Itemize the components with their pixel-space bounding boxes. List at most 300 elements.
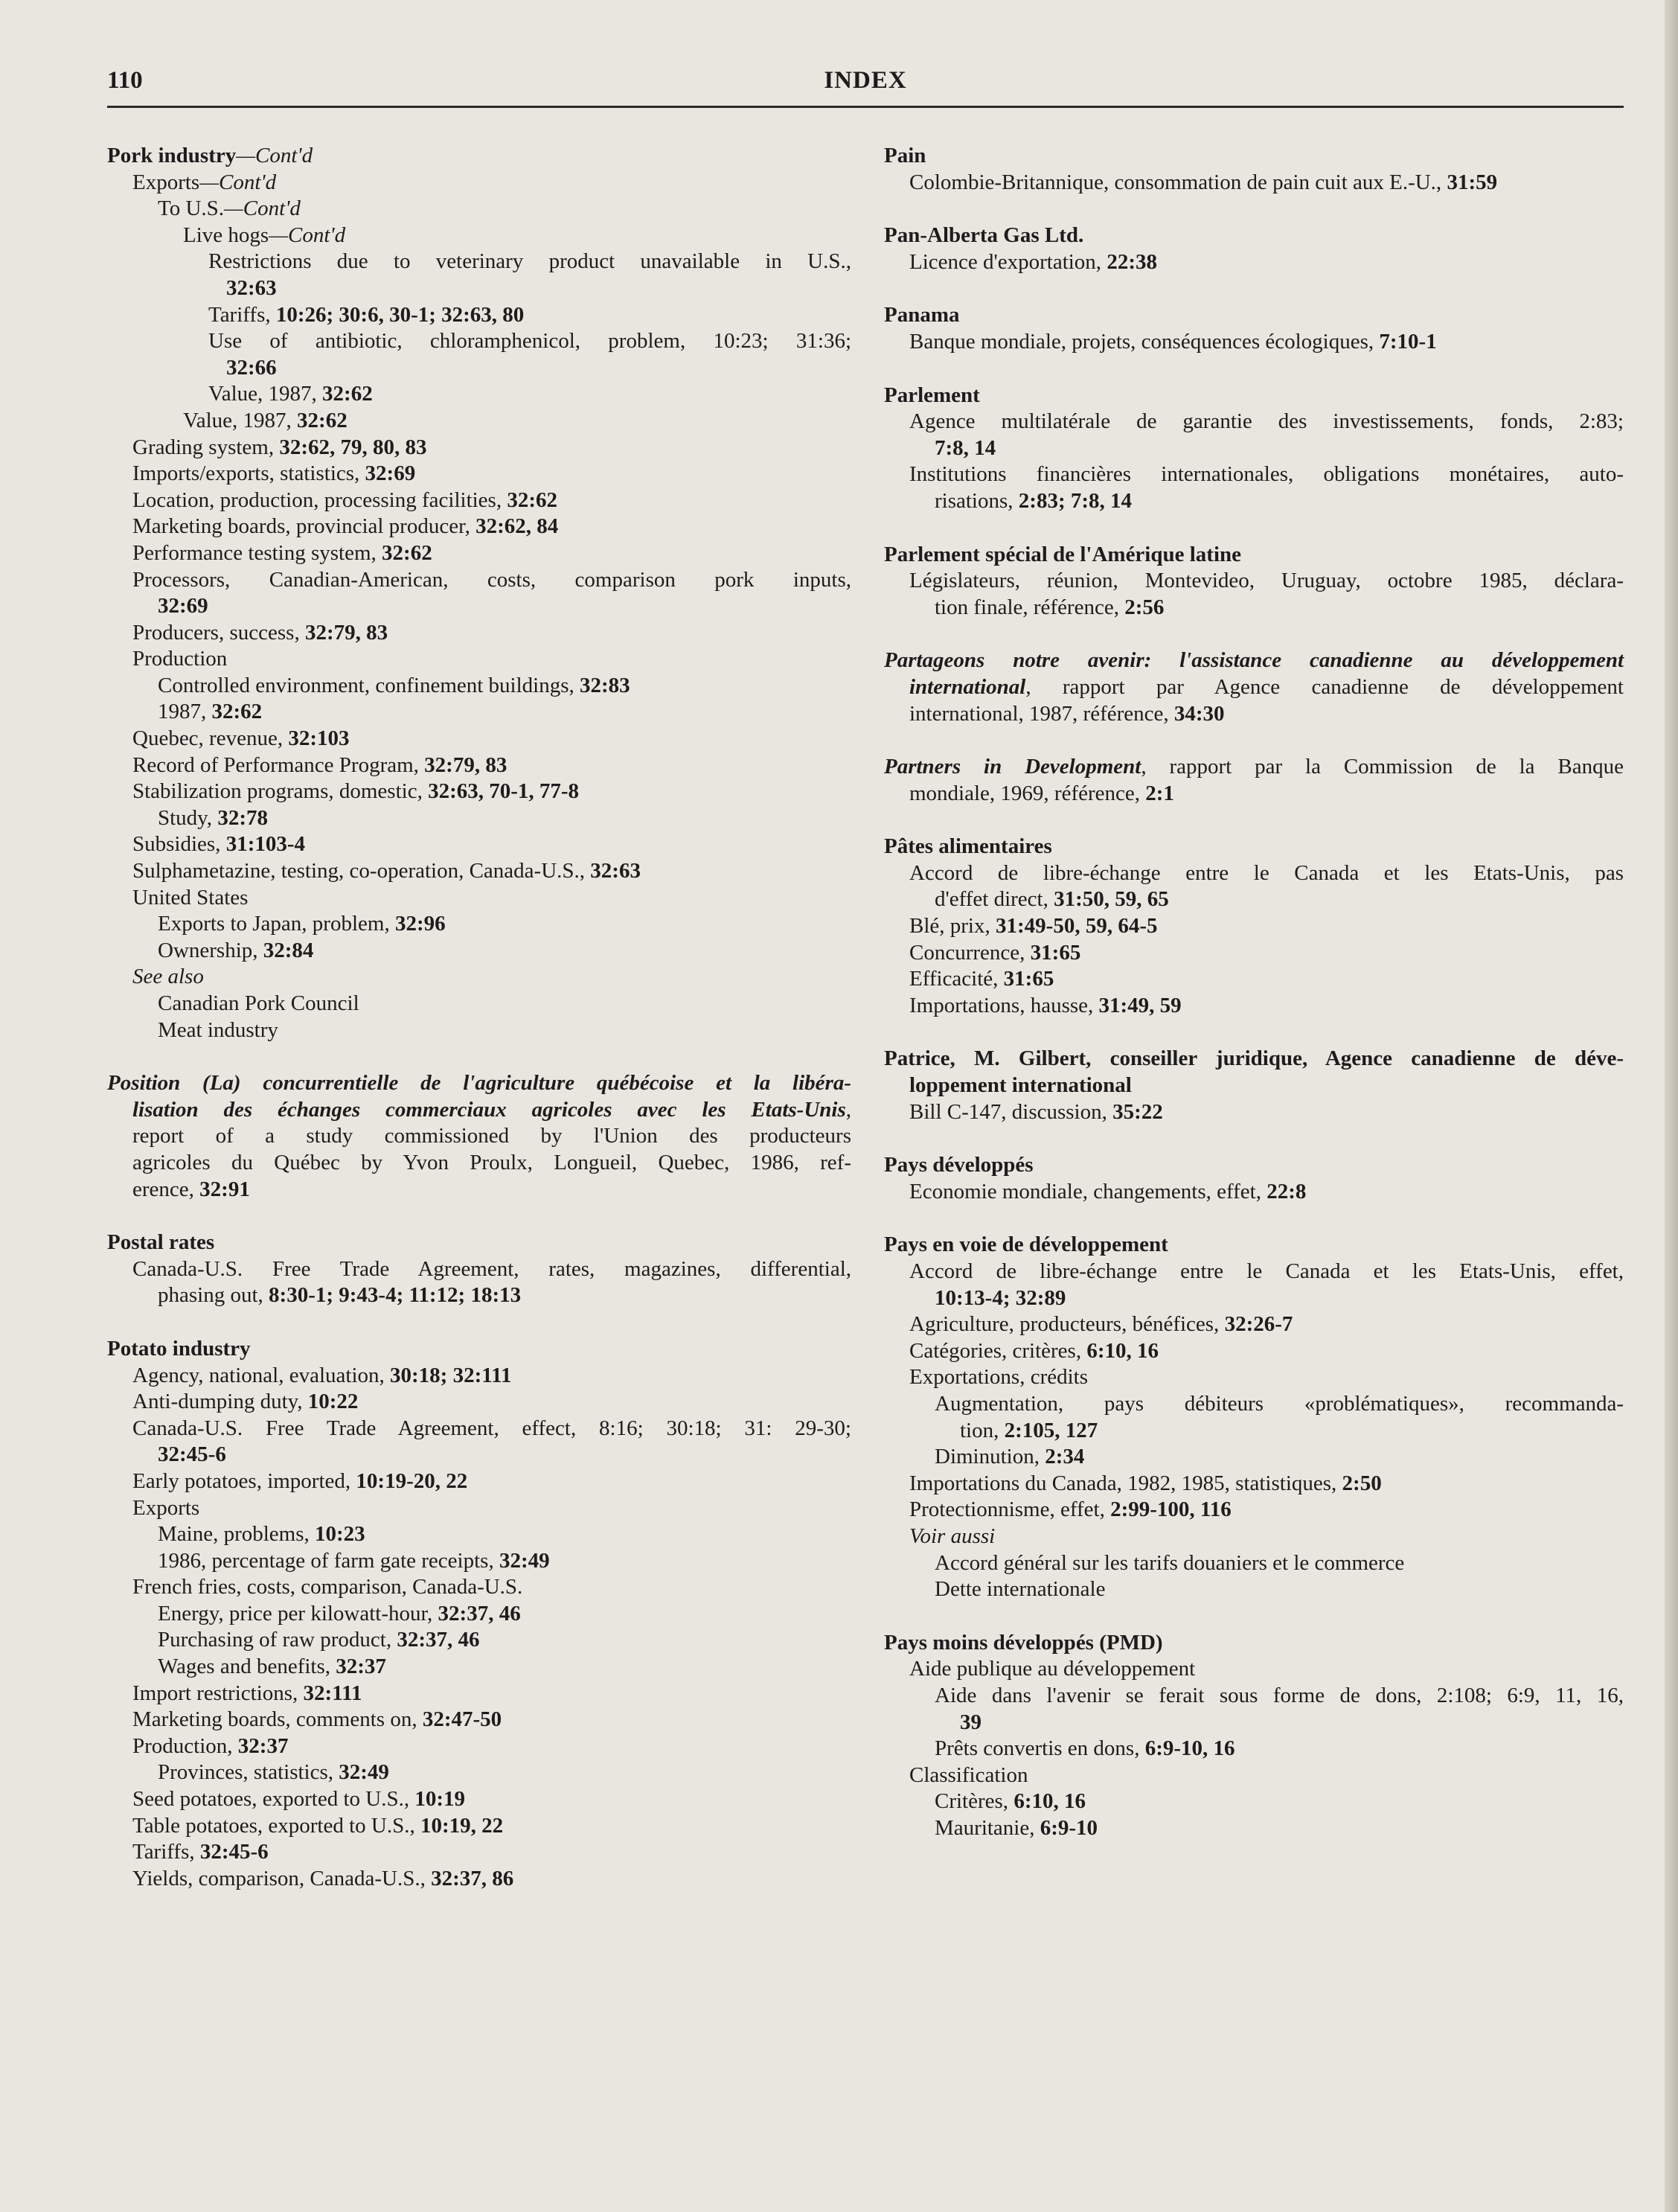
entry-spacer (884, 1019, 1624, 1046)
index-entry-line (107, 911, 851, 938)
entry-text: Classification (909, 1762, 1028, 1787)
index-entry-line (107, 1786, 851, 1813)
index-entry-line (884, 409, 1624, 435)
header-rule (107, 106, 1624, 108)
entry-text: Agence multilatérale de garantie des investissements, fonds, 2:83; (909, 409, 1624, 434)
index-heading (884, 302, 1624, 329)
page-reference: 32:62 (297, 408, 348, 432)
index-heading (884, 383, 1624, 409)
index-entry-line (884, 1179, 1624, 1206)
page-reference: 22:38 (1107, 249, 1157, 274)
entry-text: Agency, national, evaluation, (132, 1363, 391, 1387)
entry-text: French fries, costs, comparison, Canada-U.S. (132, 1575, 523, 1599)
index-entry-line (107, 991, 851, 1017)
page-reference: 32:49 (339, 1760, 389, 1785)
entry-text: Importations du Canada, 1982, 1985, statistiques, (909, 1471, 1342, 1495)
index-entry-line (884, 1497, 1624, 1524)
index-entry-line (884, 329, 1624, 356)
entry-spacer (884, 807, 1624, 834)
page-reference: 2:56 (1124, 595, 1165, 619)
index-entry-line (107, 831, 851, 858)
entry-text: Record of Performance Program, (132, 752, 425, 777)
entry-text: Meat industry (158, 1017, 278, 1042)
entry-text: tion, (960, 1418, 1005, 1442)
entry-text: Canada-U.S. Free Trade Agreement, effect, 8:16; 30:18; 31: 29-30; (132, 1416, 851, 1440)
index-entry-line (884, 461, 1624, 488)
entry-text: Canadian Pork Council (158, 991, 359, 1015)
index-entry-line (884, 488, 1624, 515)
italic-text: —Cont'd (269, 223, 346, 247)
index-entry-line (884, 170, 1624, 196)
entry-text: Quebec, revenue, (132, 726, 289, 751)
entry-text: Mauritanie, (935, 1815, 1040, 1840)
page-reference: 6:9-10 (1040, 1815, 1098, 1840)
index-entry-line (107, 408, 851, 435)
entry-text: Exports to Japan, problem, (158, 912, 395, 936)
right-column (884, 143, 1624, 1841)
index-entry-line (884, 1418, 1624, 1445)
page-reference: 31:103-4 (225, 832, 306, 857)
index-entry-line (107, 328, 851, 355)
entry-text: Efficacité, (909, 967, 1004, 991)
page-reference: 32:37 (237, 1733, 289, 1758)
page-reference: 32:91 (199, 1177, 250, 1201)
page-reference: 2:99-100, 116 (1110, 1497, 1232, 1522)
entry-text: Aide publique au développement (909, 1657, 1196, 1681)
entry-text: Economie mondiale, changements, effet, (909, 1179, 1267, 1204)
italic-text: See also (132, 965, 204, 989)
title-text: Partageons notre avenir: l'assistance canadienne au développement (884, 648, 1624, 673)
index-entry-line (884, 1364, 1624, 1391)
index-entry-line (107, 540, 851, 567)
entry-text: Maine, problems, (158, 1522, 316, 1547)
page-reference: 32:62 (382, 540, 432, 565)
entry-spacer (107, 1043, 851, 1070)
entry-text: Anti-dumping duty, (132, 1390, 308, 1414)
index-entry-line (107, 673, 851, 700)
page-reference: 31:50, 59, 65 (1054, 887, 1169, 912)
heading-text: Pan-Alberta Gas Ltd. (884, 223, 1084, 248)
index-entry-line (107, 249, 851, 275)
entry-text: Live hogs (183, 223, 269, 247)
page-reference: 6:9-10, 16 (1144, 1736, 1235, 1761)
entry-text: Producers, success, (132, 620, 305, 645)
index-heading (884, 1046, 1624, 1073)
index-entry-line (884, 674, 1624, 701)
entry-text: Exports (132, 1495, 200, 1520)
index-entry-line (884, 1710, 1624, 1736)
index-entry-line (107, 938, 851, 965)
entry-text: Value, 1987, (208, 382, 323, 406)
index-entry-line (107, 646, 851, 673)
index-entry-line (884, 568, 1624, 595)
entry-text: Tariffs, (132, 1840, 200, 1864)
index-heading (884, 143, 1624, 170)
heading-text: Pays en voie de développement (884, 1233, 1168, 1257)
heading-text: Panama (884, 303, 960, 327)
entry-text: Exportations, crédits (909, 1365, 1089, 1390)
entry-text: Catégories, critères, (909, 1338, 1087, 1363)
entry-text: Marketing boards, comments on, (132, 1707, 423, 1732)
entry-text: Energy, price per kilowatt-hour, (158, 1601, 438, 1626)
page-reference: 32:37, 46 (438, 1601, 521, 1626)
italic-text: —Cont'd (199, 170, 277, 194)
heading-text: Pays moins développés (PMD) (884, 1630, 1163, 1655)
page-reference: 32:45-6 (199, 1840, 269, 1864)
index-entry-line (884, 1576, 1624, 1603)
index-entry-line (107, 779, 851, 805)
index-entry-line (884, 1656, 1624, 1683)
entry-text: Blé, prix, (909, 914, 996, 939)
page-reference: 2:105, 127 (1004, 1418, 1098, 1442)
page-reference: 32:62 (322, 382, 373, 406)
index-heading (107, 1230, 851, 1256)
index-heading (884, 1630, 1624, 1657)
index-entry-line (884, 1550, 1624, 1577)
index-entry-line (107, 858, 851, 885)
entry-text: Colombie-Britannique, consommation de pain cuit aux E.-U., (909, 170, 1447, 194)
page-header (107, 61, 1624, 100)
entry-text: Sulphametazine, testing, co-operation, Canada-U.S., (132, 859, 591, 883)
index-entry-line (884, 1815, 1624, 1842)
page-reference: 32:26-7 (1224, 1312, 1293, 1337)
page-reference: 10:13-4; 32:89 (935, 1285, 1066, 1310)
entry-text: Protectionnisme, effet, (909, 1497, 1111, 1522)
entry-text: Wages and benefits, (158, 1655, 336, 1679)
entry-text: Exports (132, 170, 200, 194)
page-reference: 10:19 (414, 1787, 466, 1812)
entry-text: Diminution, (935, 1445, 1045, 1469)
index-entry-line (107, 1601, 851, 1628)
index-heading (884, 1073, 1624, 1099)
title-text: lisation des échanges commerciaux agricoles avec les Etats-Unis (132, 1097, 846, 1122)
index-entry-line (107, 1813, 851, 1840)
entry-text: Subsidies, (132, 832, 226, 857)
index-entry-line (884, 648, 1624, 674)
index-heading (884, 1152, 1624, 1179)
entry-text: Imports/exports, statistics, (132, 461, 365, 486)
page-reference: 31:65 (1030, 940, 1081, 965)
page-reference: 32:111 (303, 1681, 362, 1705)
index-entry-line (107, 1363, 851, 1390)
index-entry-line (884, 993, 1624, 1020)
entry-text: Purchasing of raw product, (158, 1628, 397, 1652)
index-entry-line (107, 1177, 851, 1204)
index-entry-line (884, 754, 1624, 781)
index-entry-line (884, 860, 1624, 887)
entry-text: Table potatoes, exported to U.S., (132, 1813, 420, 1838)
index-entry-line (107, 381, 851, 408)
heading-text: Pays développés (884, 1153, 1034, 1177)
page-reference: 6:10, 16 (1086, 1338, 1159, 1363)
index-entry-line (884, 781, 1624, 808)
page-reference: 10:22 (307, 1390, 359, 1414)
index-entry-line (884, 595, 1624, 621)
entry-text: international, 1987, référence, (909, 701, 1174, 726)
page-reference: 35:22 (1112, 1099, 1163, 1124)
page-reference: 32:62 (211, 700, 263, 724)
page-reference: 32:66 (226, 355, 277, 380)
entry-text: Production (132, 647, 228, 671)
title-text: Partners in Development (884, 755, 1141, 779)
index-entry-line (107, 1389, 851, 1416)
entry-text: Marketing boards, provincial producer, (132, 514, 476, 539)
entry-text: d'effet direct, (935, 887, 1054, 912)
index-heading (107, 1336, 851, 1363)
entry-text: mondiale, 1969, référence, (909, 781, 1146, 805)
index-entry-line (107, 488, 851, 514)
index-entry-line (884, 1099, 1624, 1126)
page-reference: 32:96 (394, 912, 446, 936)
entry-text: Accord de libre-échange entre le Canada et les Etats-Unis, pas (909, 860, 1624, 885)
heading-text: Pork industry (107, 144, 237, 167)
page-title: INDEX (824, 67, 907, 94)
index-entry-line (884, 940, 1624, 967)
heading-text: Postal rates (107, 1230, 215, 1255)
heading-text: Pâtes alimentaires (884, 834, 1052, 859)
entry-text: Processors, Canadian-American, costs, comparison pork inputs, (132, 567, 851, 592)
entry-text: Early potatoes, imported, (132, 1468, 356, 1493)
entry-text: , rapport par la Commission de la Banque (1141, 755, 1624, 779)
entry-text: agricoles du Québec by Yvon Proulx, Longueil, Quebec, 1986, ref- (132, 1150, 851, 1174)
index-entry-line (107, 1521, 851, 1548)
index-entry-line (107, 1442, 851, 1468)
page-reference: 32:37, 46 (397, 1628, 480, 1652)
entry-text: Location, production, processing facilities, (132, 488, 507, 512)
index-entry-line (884, 966, 1624, 993)
index-entry-line (107, 275, 851, 302)
page-reference: 34:30 (1173, 701, 1225, 726)
index-entry-line (107, 302, 851, 329)
entry-text: Seed potatoes, exported to U.S., (132, 1787, 415, 1812)
entry-text: erence, (132, 1177, 200, 1201)
entry-text: Controlled environment, confinement buildings, (158, 673, 580, 697)
index-entry-line (107, 1574, 851, 1601)
entry-spacer (107, 1203, 851, 1230)
page-reference: 10:19-20, 22 (356, 1468, 468, 1493)
entry-spacer (884, 621, 1624, 648)
entry-text: Canada-U.S. Free Trade Agreement, rates, magazines, differential, (132, 1256, 851, 1281)
page-reference: 10:23 (315, 1522, 365, 1547)
entry-text: Agriculture, producteurs, bénéfices, (909, 1312, 1225, 1337)
page-reference: 32:63 (590, 859, 641, 883)
index-heading (884, 834, 1624, 860)
page-reference: 32:63 (226, 275, 277, 300)
entry-text: Bill C-147, discussion, (909, 1099, 1113, 1124)
index-entry-line (107, 435, 851, 461)
entry-text: Value, 1987, (183, 408, 298, 432)
page-edge (1665, 0, 1678, 2212)
heading-text: Parlement spécial de l'Amérique latine (884, 542, 1242, 566)
index-entry-line (107, 1097, 851, 1124)
page-reference: 7:10-1 (1379, 329, 1437, 354)
page-reference: 32:79, 83 (424, 752, 507, 777)
title-text: Position (La) concurrentielle de l'agriculture québécoise et la libéra- (107, 1071, 851, 1096)
page-reference: 32:84 (263, 938, 314, 962)
page-reference: 32:79, 83 (304, 620, 388, 645)
italic-text: —Cont'd (224, 196, 301, 221)
index-entry-line (884, 1391, 1624, 1418)
page-reference: 32:63, 70-1, 77-8 (428, 779, 580, 804)
index-entry-line (107, 196, 851, 223)
index-entry-line (107, 170, 851, 196)
index-entry-line (884, 1736, 1624, 1762)
index-entry-line (107, 1707, 851, 1733)
index-entry-line (884, 1683, 1624, 1710)
heading-text: Pain (884, 144, 926, 167)
entry-text: Accord général sur les tarifs douaniers et le commerce (935, 1550, 1405, 1575)
index-entry-line (107, 1282, 851, 1309)
heading-text: Parlement (884, 383, 980, 407)
entry-text: Yields, comparison, Canada-U.S., (132, 1866, 432, 1890)
index-heading (107, 143, 851, 170)
entry-text: Prêts convertis en dons, (935, 1736, 1145, 1761)
index-entry-line (107, 593, 851, 620)
index-heading (884, 223, 1624, 249)
entry-text: Stabilization programs, domestic, (132, 779, 429, 804)
entry-text: Critères, (935, 1789, 1014, 1814)
page-reference: 31:49, 59 (1098, 993, 1182, 1017)
index-heading (884, 1232, 1624, 1259)
page-reference: 32:69 (158, 594, 208, 618)
index-entry-line (107, 1150, 851, 1177)
index-entry-line (107, 1733, 851, 1760)
entry-text: Concurrence, (909, 940, 1031, 965)
entry-text: Accord de libre-échange entre le Canada et les Etats-Unis, effet, (909, 1259, 1624, 1283)
index-entry-line (107, 567, 851, 594)
index-heading (884, 542, 1624, 569)
page-reference: 32:83 (580, 673, 630, 697)
index-entry-line (107, 1839, 851, 1866)
entry-text: Production, (132, 1733, 238, 1758)
page-reference: 6:10, 16 (1013, 1789, 1086, 1814)
entry-spacer (107, 1309, 851, 1336)
entry-spacer (884, 1125, 1624, 1152)
index-entry-line (884, 913, 1624, 940)
entry-spacer (884, 275, 1624, 302)
index-entry-line (107, 1759, 851, 1786)
index-entry-line (107, 620, 851, 647)
index-entry-line (884, 1789, 1624, 1815)
entry-text: , (845, 1097, 851, 1122)
entry-text: 1986, percentage of farm gate receipts, (158, 1548, 499, 1573)
italic-text: —Cont'd (236, 144, 313, 167)
entry-text: Augmentation, pays débiteurs «problématiques», recommanda- (935, 1391, 1624, 1416)
index-entry-line (884, 1285, 1624, 1312)
page-reference: 8:30-1; 9:43-4; 11:12; 18:13 (269, 1283, 522, 1308)
entry-spacer (884, 356, 1624, 383)
page-reference: 32:69 (365, 461, 416, 486)
index-entry-line (107, 1495, 851, 1522)
index-entry-line (884, 1259, 1624, 1285)
entry-text: Législateurs, réunion, Montevideo, Uruguay, octobre 1985, déclara- (909, 569, 1624, 593)
entry-text: phasing out, (158, 1283, 269, 1308)
entry-spacer (884, 727, 1624, 754)
index-entry-line (884, 249, 1624, 276)
index-entry-line (107, 1256, 851, 1283)
index-entry-line (884, 1444, 1624, 1471)
index-entry-line (107, 805, 851, 832)
page-reference: 32:62, 84 (475, 514, 559, 539)
entry-text: Aide dans l'avenir se ferait sous forme de dons, 2:108; 6:9, 11, 16, (935, 1683, 1624, 1707)
entry-text: Restrictions due to veterinary product unavailable in U.S., (208, 249, 851, 274)
page-reference: 32:49 (499, 1548, 550, 1573)
index-entry-line (107, 514, 851, 540)
page-reference: 32:103 (288, 726, 350, 751)
page-reference: 7:8, 14 (935, 435, 996, 460)
entry-text: report of a study commissioned by l'Union des producteurs (132, 1124, 851, 1148)
page-reference: 10:19, 22 (420, 1813, 504, 1838)
page-reference: 32:78 (217, 805, 268, 830)
page-reference: 32:45-6 (158, 1442, 226, 1467)
index-entry-line (884, 1311, 1624, 1338)
page-reference: 10:26; 30:6, 30-1; 32:63, 80 (275, 302, 525, 327)
heading-text: Patrice, M. Gilbert, conseiller juridique, Agence canadienne de déve- (884, 1046, 1624, 1071)
index-entry-line (107, 1123, 851, 1150)
page-reference: 31:59 (1447, 170, 1498, 194)
entry-text: Licence d'exportation, (909, 249, 1107, 274)
entry-text: Dette internationale (935, 1577, 1106, 1602)
entry-text: Use of antibiotic, chloramphenicol, problem, 10:23; 31:36; (208, 329, 851, 354)
index-entry-line (884, 1762, 1624, 1789)
page-reference: 31:49-50, 59, 64-5 (996, 914, 1158, 939)
page-reference: 32:62, 79, 80, 83 (279, 435, 427, 459)
entry-spacer (884, 1205, 1624, 1232)
index-entry-line (884, 886, 1624, 913)
index-entry-line (107, 885, 851, 912)
page-reference: 32:37, 86 (431, 1866, 514, 1890)
page-reference: 39 (960, 1710, 981, 1734)
entry-text: To U.S. (158, 196, 225, 221)
entry-text: Provinces, statistics, (158, 1760, 339, 1785)
index-entry-line (107, 461, 851, 488)
entry-text: Tariffs, (208, 302, 276, 327)
entry-text: Importations, hausse, (909, 993, 1099, 1017)
entry-text: tion finale, référence, (935, 595, 1125, 619)
page-reference: 2:34 (1045, 1445, 1085, 1469)
title-text: international (909, 674, 1026, 699)
index-entry-line (884, 701, 1624, 728)
entry-text: , rapport par Agence canadienne de développement (1025, 674, 1624, 699)
index-entry-line (107, 1070, 851, 1097)
index-entry-line (107, 1548, 851, 1575)
entry-text: Study, (158, 805, 218, 830)
index-entry-line (107, 1654, 851, 1681)
page-reference: 2:50 (1342, 1471, 1382, 1495)
page-reference: 32:62 (507, 488, 558, 512)
page-reference: 31:65 (1003, 967, 1054, 991)
index-entry-line (884, 435, 1624, 462)
page-reference: 2:1 (1145, 781, 1174, 805)
entry-text: United States (132, 885, 249, 910)
index-entry-line (107, 223, 851, 249)
italic-text: Voir aussi (909, 1524, 996, 1548)
entry-text: Performance testing system, (132, 540, 382, 565)
heading-text: Potato industry (107, 1336, 251, 1361)
index-entry-line (107, 699, 851, 726)
entry-spacer (884, 196, 1624, 223)
page-reference: 32:37 (336, 1655, 386, 1679)
page-number: 110 (107, 67, 143, 94)
index-entry-line (107, 1866, 851, 1893)
page-reference: 32:47-50 (422, 1707, 502, 1732)
index-entry-line (107, 355, 851, 382)
index-entry-line (884, 1471, 1624, 1497)
index-entry-line (107, 726, 851, 752)
index-entry-line (884, 1338, 1624, 1365)
index-entry-line (107, 1468, 851, 1495)
entry-spacer (884, 1603, 1624, 1630)
